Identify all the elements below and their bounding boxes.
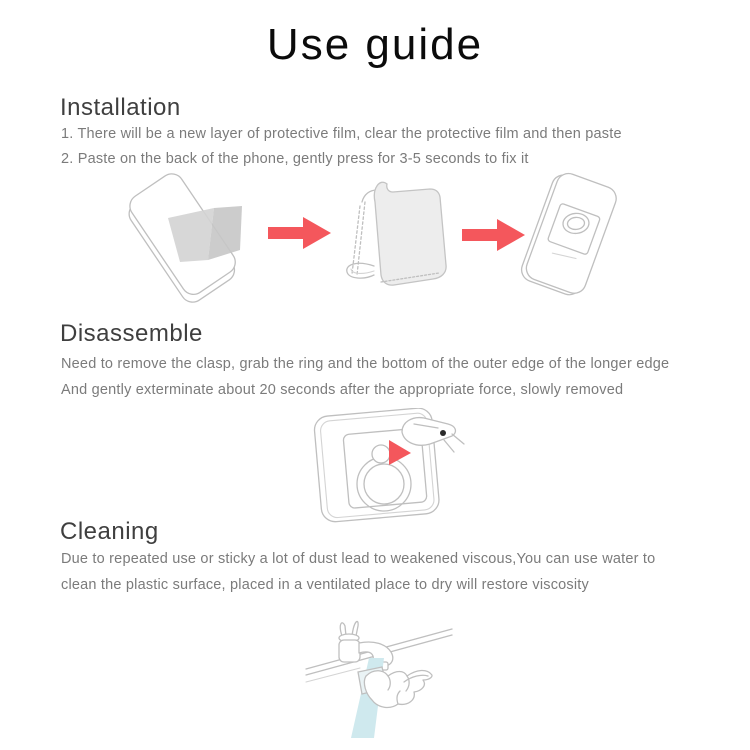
arrow-right-icon <box>268 217 331 249</box>
arrow-right-icon <box>462 219 525 251</box>
rinse-under-faucet-icon <box>306 621 452 738</box>
installation-heading: Installation <box>60 94 181 121</box>
page-title: Use guide <box>266 20 484 69</box>
cleaning-illustration-svg <box>0 612 750 745</box>
holding-hand-icon <box>364 670 432 707</box>
peel-film-icon <box>347 182 446 285</box>
pry-ring-holder-icon <box>313 408 464 523</box>
disassemble-text-2: And gently exterminate about 20 seconds after the appropriate force, slowly removed <box>61 382 624 398</box>
installation-step-1: 1. There will be a new layer of protective film, clear the protective film and then paste <box>61 126 622 142</box>
cleaning-illustration <box>0 612 750 745</box>
installation-illustration-svg <box>0 172 750 308</box>
installation-illustration <box>0 172 750 308</box>
faucet-icon <box>339 621 393 670</box>
disassemble-text-1: Need to remove the clasp, grab the ring and the bottom of the outer edge of the longer edge <box>61 356 670 372</box>
phone-with-ring-icon <box>518 172 619 299</box>
cleaning-heading: Cleaning <box>60 518 159 545</box>
disassemble-heading: Disassemble <box>60 320 203 347</box>
cleaning-text-2: clean the plastic surface, placed in a ventilated place to dry will restore viscosity <box>61 577 589 593</box>
disassemble-illustration <box>0 408 750 524</box>
installation-step-2: 2. Paste on the back of the phone, gently press for 3-5 seconds to fix it <box>61 151 529 167</box>
cleaning-text-1: Due to repeated use or sticky a lot of dust lead to weakened viscous,You can use water to <box>61 551 656 567</box>
disassemble-illustration-svg <box>0 408 750 524</box>
